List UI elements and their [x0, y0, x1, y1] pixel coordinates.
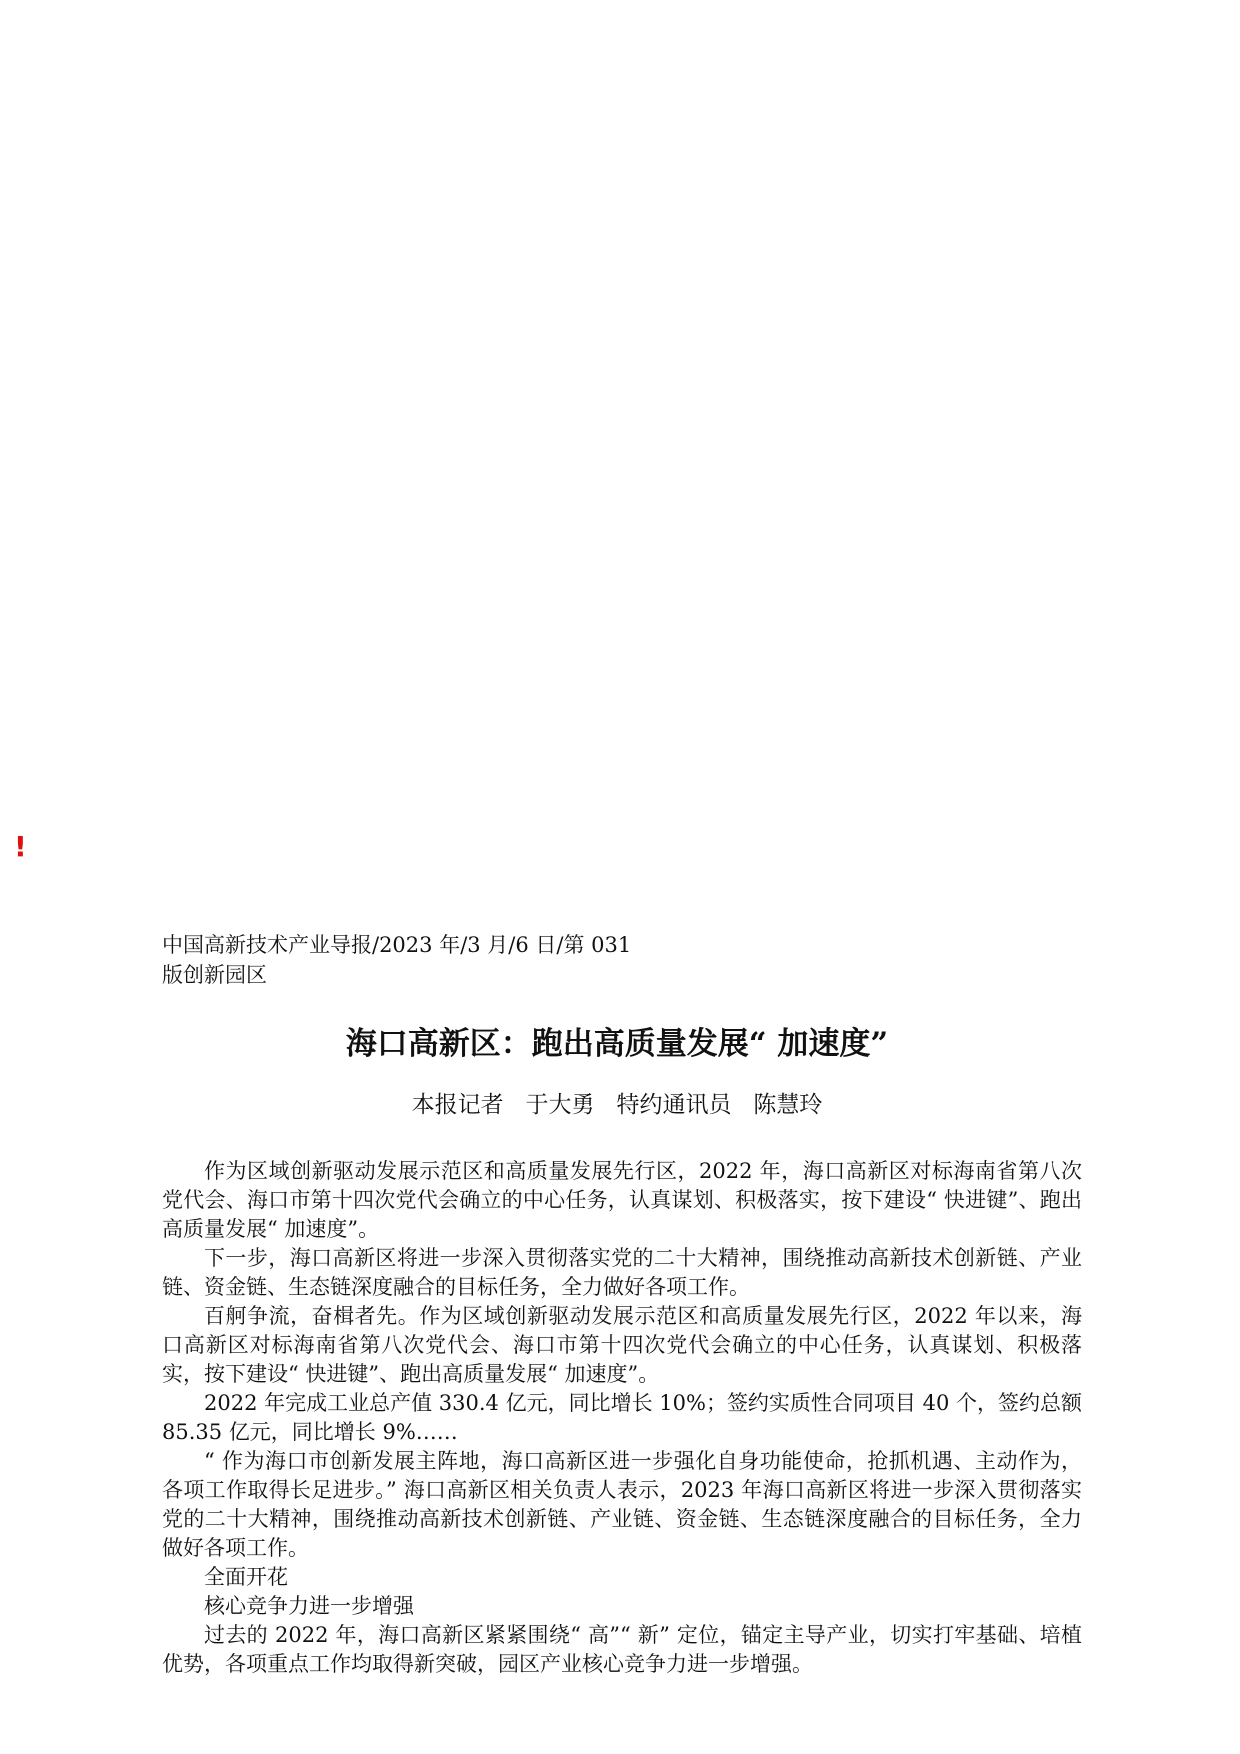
- source-line-1: 中国高新技术产业导报/2023 年/3 月/6 日/第 031: [162, 933, 632, 957]
- byline: 本报记者 于大勇 特约通讯员 陈慧玲: [411, 1092, 823, 1118]
- section-heading-line-1: 全面开花: [204, 1565, 288, 1589]
- exclamation-marker: !: [14, 830, 27, 863]
- article-title: 海口高新区：跑出高质量发展“ 加速度”: [345, 1026, 889, 1062]
- source-line-2: 版创新园区: [162, 963, 267, 987]
- paragraph: 作为区域创新驱动发展示范区和高质量发展先行区，2022 年，海口高新区对标海南省第八次党代会、海口市第十四次党代会确立的中心任务，认真谋划、积极落实，按下建设“ 快进键”、跑出高质量发展“ 加速度”。: [162, 1159, 1082, 1241]
- paragraph: 过去的 2022 年，海口高新区紧紧围绕“ 高”“ 新” 定位，锚定主导产业，切实打牢基础、培植优势，各项重点工作均取得新突破，园区产业核心竞争力进一步增强。: [162, 1623, 1082, 1676]
- paragraph: 百舸争流，奋楫者先。作为区域创新驱动发展示范区和高质量发展先行区，2022 年以来，海口高新区对标海南省第八次党代会、海口市第十四次党代会确立的中心任务，认真谋划、积极落实，按下建设“ 快进键”、跑出高质量发展“ 加速度”。: [162, 1304, 1082, 1386]
- paragraph: 下一步，海口高新区将进一步深入贯彻落实党的二十大精神，围绕推动高新技术创新链、产业链、资金链、生态链深度融合的目标任务，全力做好各项工作。: [162, 1246, 1082, 1299]
- paragraph: 2022 年完成工业总产值 330.4 亿元，同比增长 10%；签约实质性合同项目 40 个，签约总额 85.35 亿元，同比增长 9%……: [162, 1391, 1083, 1444]
- source-citation: [162, 930, 631, 990]
- paragraph: “ 作为海口市创新发展主阵地，海口高新区进一步强化自身功能使命，抢抓机遇、主动作为，各项工作取得长足进步。” 海口高新区相关负责人表示，2023 年海口高新区将进一步深入贯彻落实党的二十大精神，围绕推动高新技术创新链、产业链、资金链、生态链深度融合的目标任务，全力做好各项工作。: [162, 1449, 1082, 1560]
- section-heading-line-2: 核心竞争力进一步增强: [204, 1594, 414, 1618]
- article-body: [162, 1157, 1082, 1679]
